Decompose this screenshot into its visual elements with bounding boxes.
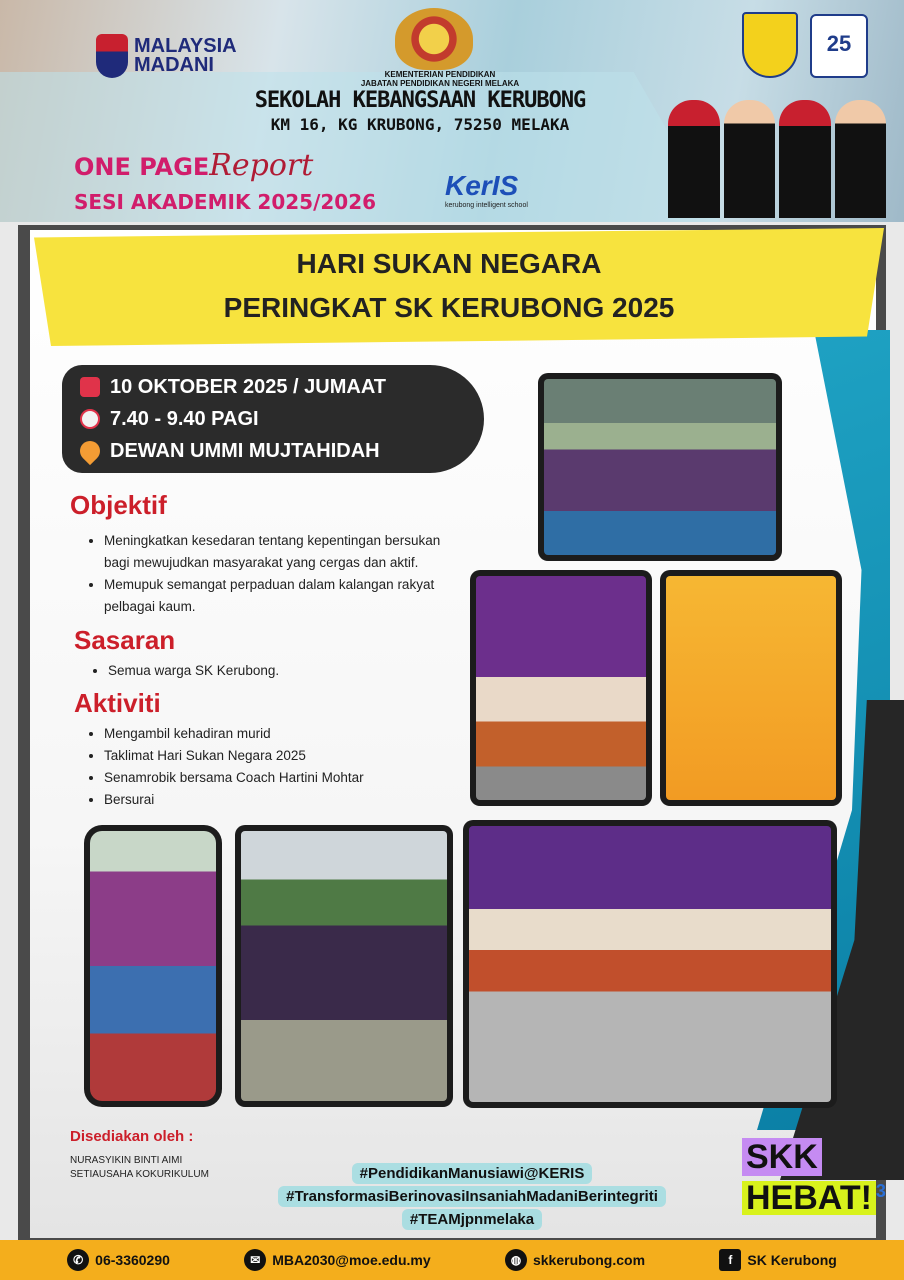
report-title: ONE PAGEReport	[74, 148, 314, 183]
school-name: SEKOLAH KEBANGSAAN KERUBONG	[254, 88, 586, 113]
hashtag: #PendidikanManusiawi@KERIS	[352, 1163, 593, 1184]
objektif-heading: Objektif	[70, 490, 167, 520]
phone-contact[interactable]: ✆ 06-3360290	[67, 1249, 170, 1271]
logo-line1: MALAYSIA	[134, 35, 237, 57]
list-item: • Semua warga SK Kerubong.	[108, 660, 448, 682]
skk-hebat-logo: SKK HEBAT! $^3$	[742, 1140, 886, 1215]
list-item: • Mengambil kehadiran murid	[104, 723, 444, 745]
clock-icon	[80, 409, 100, 429]
sasaran-list	[88, 660, 448, 682]
event-info-box	[62, 365, 484, 473]
list-item: • Taklimat Hari Sukan Negara 2025	[104, 745, 444, 767]
photo-briefing	[470, 570, 652, 806]
email-icon: ✉	[244, 1249, 266, 1271]
photo-students-crowd	[84, 825, 222, 1107]
website-link[interactable]: ◍ skkerubong.com	[505, 1249, 645, 1271]
footer-contact-bar	[0, 1240, 904, 1280]
madani-hand-icon	[96, 34, 128, 78]
keris-logo: KerIS kerubong intelligent school	[445, 170, 528, 209]
photo-aerobics-hall	[538, 373, 782, 561]
date-row: 10 OKTOBER 2025 / JUMAAT	[80, 371, 484, 403]
list-item: • Memupuk semangat perpaduan dalam kalangan rakyat pelbagai kaum.	[104, 574, 464, 618]
staff-photo	[668, 92, 886, 218]
time-row: 7.40 - 9.40 PAGI	[80, 403, 484, 435]
hashtags	[262, 1162, 682, 1231]
hashtag: #TEAMjpnmelaka	[402, 1209, 542, 1230]
calendar-icon	[80, 377, 100, 397]
anniversary-badge: 25	[810, 14, 868, 78]
aktiviti-list	[84, 723, 444, 811]
list-item: • Senamrobik bersama Coach Hartini Mohtar	[104, 767, 444, 789]
phone-icon: ✆	[67, 1249, 89, 1271]
malaysia-madani-logo	[96, 34, 237, 78]
list-item: • Meningkatkan kesedaran tentang kepentingan bersukan bagi mewujudkan masyarakat yang cergas dan aktif.	[104, 530, 464, 574]
photo-event-poster	[660, 570, 842, 806]
objektif-list	[84, 530, 464, 618]
event-title: HARI SUKAN NEGARA PERINGKAT SK KERUBONG 2025	[223, 248, 675, 323]
aktiviti-heading: Aktiviti	[74, 688, 161, 718]
sasaran-heading: Sasaran	[74, 625, 176, 655]
school-heading	[200, 88, 640, 134]
ministry-label: KEMENTERIAN PENDIDIKAN JABATAN PENDIDIKAN NEGERI MELAKA	[360, 70, 520, 88]
photo-coach-aerobics	[463, 820, 837, 1108]
school-address: KM 16, KG KRUBONG, 75250 MELAKA	[270, 115, 570, 134]
melaka-badge-icon	[742, 12, 798, 78]
venue-row: DEWAN UMMI MUJTAHIDAH	[80, 435, 484, 467]
coat-of-arms-icon	[395, 8, 473, 70]
facebook-icon: f	[719, 1249, 741, 1271]
photo-outdoor-aerobics	[235, 825, 453, 1107]
logo-line2: MADANI	[134, 54, 214, 76]
facebook-link[interactable]: f SK Kerubong	[719, 1249, 836, 1271]
prepared-by-heading: Disediakan oleh :	[70, 1128, 194, 1145]
prepared-by: NURASYIKIN BINTI AIMI SETIAUSAHA KOKURIKULUM	[70, 1155, 209, 1180]
hashtag: #TransformasiBerinovasiInsaniahMadaniBerintegriti	[278, 1186, 666, 1207]
list-item: • Bersurai	[104, 789, 444, 811]
email-contact[interactable]: ✉ MBA2030@moe.edu.my	[244, 1249, 430, 1271]
session-label: SESI AKADEMIK 2025/2026	[74, 190, 377, 214]
globe-icon: ◍	[505, 1249, 527, 1271]
map-pin-icon	[76, 437, 104, 465]
